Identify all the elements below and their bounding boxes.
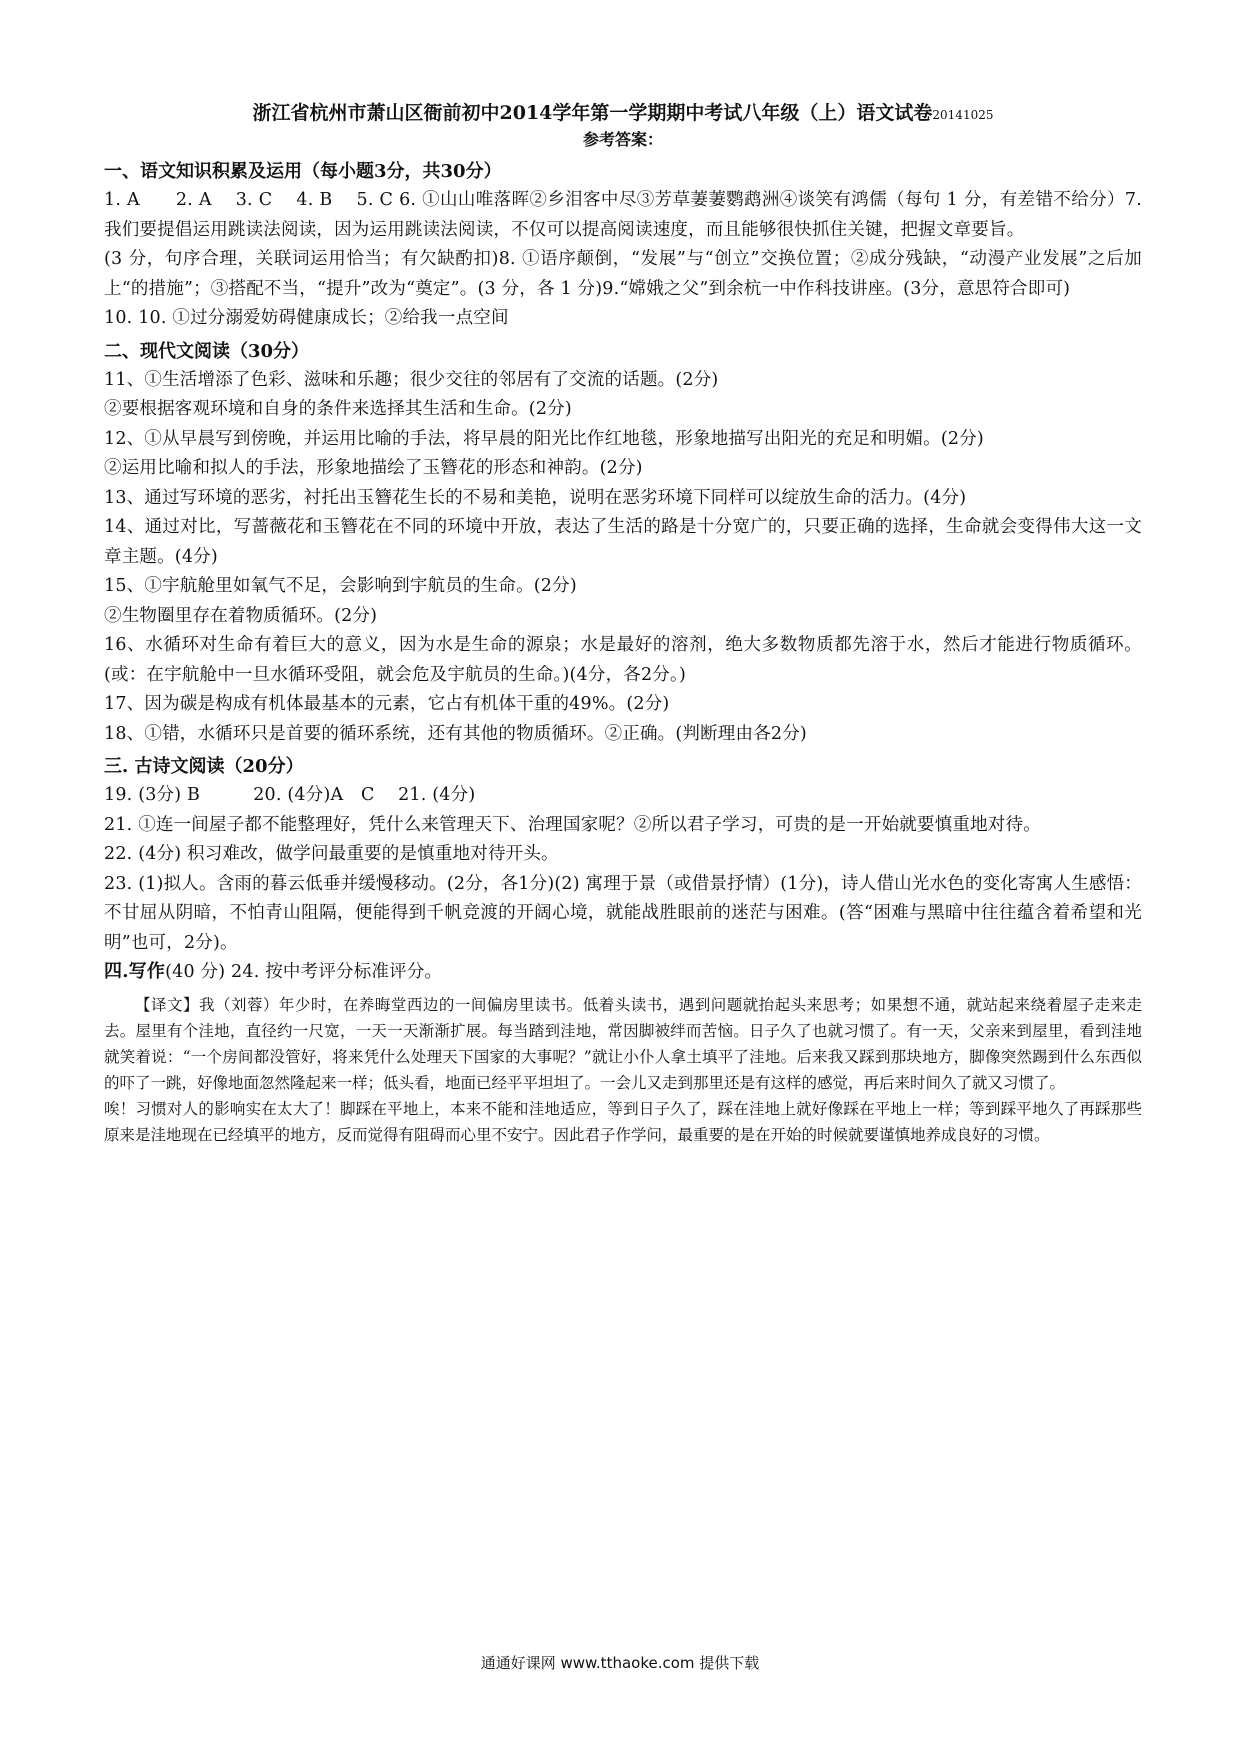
answer-paragraph: 13、通过写环境的恶劣，衬托出玉簪花生长的不易和美艳，说明在恶劣环境下同样可以绽放生命的活力。(4分): [104, 487, 967, 508]
translation-paragraph: 【译文】我（刘蓉）年少时，在养晦堂西边的一间偏房里读书。低着头读书，遇到问题就抬起头来思考；如果想不通，就站起来绕着屋子走来走去。屋里有个洼地，直径约一尺宽，一天一天渐渐扩展。每当踏到洼地，常因脚被绊而苦恼。日子久了也就习惯了。有一天，父亲来到屋里，看到洼地就笑着说：“一个房间都没管好，将来凭什么处理天下国家的大事呢？”就让小仆人拿土填平了洼地。后来我又踩到那块地方，脚像突然踢到什么东西似的吓了一跳，好像地面忽然隆起来一样；低头看，地面已经平平坦坦了。一会儿又走到那里还是有这样的感觉，再后来时间久了就又习惯了。: [104, 995, 1142, 1092]
writing-line: [104, 958, 1142, 988]
title-date: 20141025: [932, 108, 994, 122]
answer-paragraph: 19. (3分) B 20. (4分)A C 21. (4分): [104, 785, 476, 805]
section-heading: 三. 古诗文阅读（20分）: [104, 756, 304, 777]
answer-paragraph: 18、①错，水循环只是首要的循环系统，还有其他的物质循环。②正确。(判断理由各2分): [104, 723, 807, 744]
section-heading: 四.写作: [104, 961, 166, 982]
answer-paragraph: 11、①生活增添了色彩、滋味和乐趣；很少交往的邻居有了交流的话题。(2分): [104, 369, 719, 390]
document-title: [104, 100, 1142, 128]
answer-paragraph: 10. 10. ①过分溺爱妨碍健康成长；②给我一点空间: [104, 308, 509, 328]
answer-paragraph: 21. ①连一间屋子都不能整理好，凭什么来管理天下、治理国家呢？②所以君子学习，可贵的是一开始就要慎重地对待。: [104, 814, 1041, 835]
answer-key-heading: 参考答案：: [582, 130, 663, 149]
answer-paragraph: 22. (4分) 积习难改，做学问最重要的是慎重地对待开头。: [104, 844, 559, 864]
section-4: [104, 958, 1142, 988]
answer-paragraph: ②要根据客观环境和自身的条件来选择其生活和生命。(2分): [104, 399, 572, 419]
answer-paragraph: 17、因为碳是构成有机体最基本的元素，它占有机体干重的49%。(2分): [104, 694, 670, 714]
answer-paragraph: (3 分，句序合理，关联词运用恰当；有欠缺酌扣)8. ①语序颠倒，“发展”与“创立”交换位置；②成分残缺，“动漫产业发展”之后加上“的措施”；③搭配不当，“提升”改为“奠定”。(3 分，各 1 分)9.“嫦娥之父”到余杭一中作科技讲座。(3分，意思符合即可): [104, 249, 1142, 299]
section-1: [104, 158, 1142, 334]
answer-paragraph: 14、通过对比，写蔷薇花和玉簪花在不同的环境中开放，表达了生活的路是十分宽广的，只要正确的选择，生命就会变得伟大这一文章主题。(4分): [104, 517, 1142, 567]
section-heading: 一、语文知识积累及运用（每小题3分，共30分）: [104, 161, 502, 182]
answer-paragraph: 15、①宇航舱里如氧气不足，会影响到宇航员的生命。(2分): [104, 576, 577, 596]
translation: [104, 992, 1142, 1148]
download-footer: 通通好课网 www.tthaoke.com 提供下载: [480, 1654, 760, 1672]
answer-paragraph: ②生物圈里存在着物质循环。(2分): [104, 605, 378, 626]
answer-paragraph: 16、水循环对生命有着巨大的意义，因为水是生命的源泉；水是最好的溶剂，绝大多数物质都先溶于水，然后才能进行物质循环。(或：在宇航舱中一旦水循环受阻，就会危及宇航员的生命。)(4分，各2分。): [104, 635, 1142, 685]
section-2: [104, 338, 1142, 750]
answer-paragraph: 23. (1)拟人。含雨的暮云低垂并缓慢移动。(2分，各1分)(2) 寓理于景（或借景抒情）(1分)，诗人借山光水色的变化寄寓人生感悟：不甘屈从阴暗，不怕青山阻隔，便能得到千帆竞渡的开阔心境，就能战胜眼前的迷茫与困难。(答“困难与黑暗中往往蕴含着希望和光明”也可，2分)。: [104, 873, 1142, 953]
translation-paragraph: 唉！习惯对人的影响实在太大了！脚踩在平地上，本来不能和洼地适应，等到日子久了，踩在洼地上就好像踩在平地上一样；等到踩平地久了再踩那些原来是洼地现在已经填平的地方，反而觉得有阻碍而心里不安宁。因此君子作学问，最重要的是在开始的时候就要谨慎地养成良好的习惯。: [104, 1099, 1142, 1144]
title-text: 浙江省杭州市萧山区衙前初中2014学年第一学期期中考试八年级（上）语文试卷: [252, 102, 933, 124]
writing-scoring-note: (40 分) 24. 按中考评分标准评分。: [165, 962, 443, 982]
answer-paragraph: ②运用比喻和拟人的手法，形象地描绘了玉簪花的形态和神韵。(2分): [104, 458, 643, 478]
section-3: [104, 753, 1142, 958]
answer-paragraph: 12、①从早晨写到傍晚，并运用比喻的手法，将早晨的阳光比作红地毯，形象地描写出阳光的充足和明媚。(2分): [104, 428, 984, 449]
answer-paragraph: 1. A 2. A 3. C 4. B 5. C 6. ①山山唯落晖②乡泪客中尽③芳草萋萋鹦鹉洲④谈笑有鸿儒（每句 1 分，有差错不给分）7. 我们要提倡运用跳读法阅读，因为运用跳读法阅读，不仅可以提高阅读速度，而且能够很快抓住关键，把握文章要旨。: [104, 190, 1142, 240]
section-heading: 二、现代文阅读（30分）: [104, 340, 310, 362]
document-page: [104, 100, 1142, 1148]
